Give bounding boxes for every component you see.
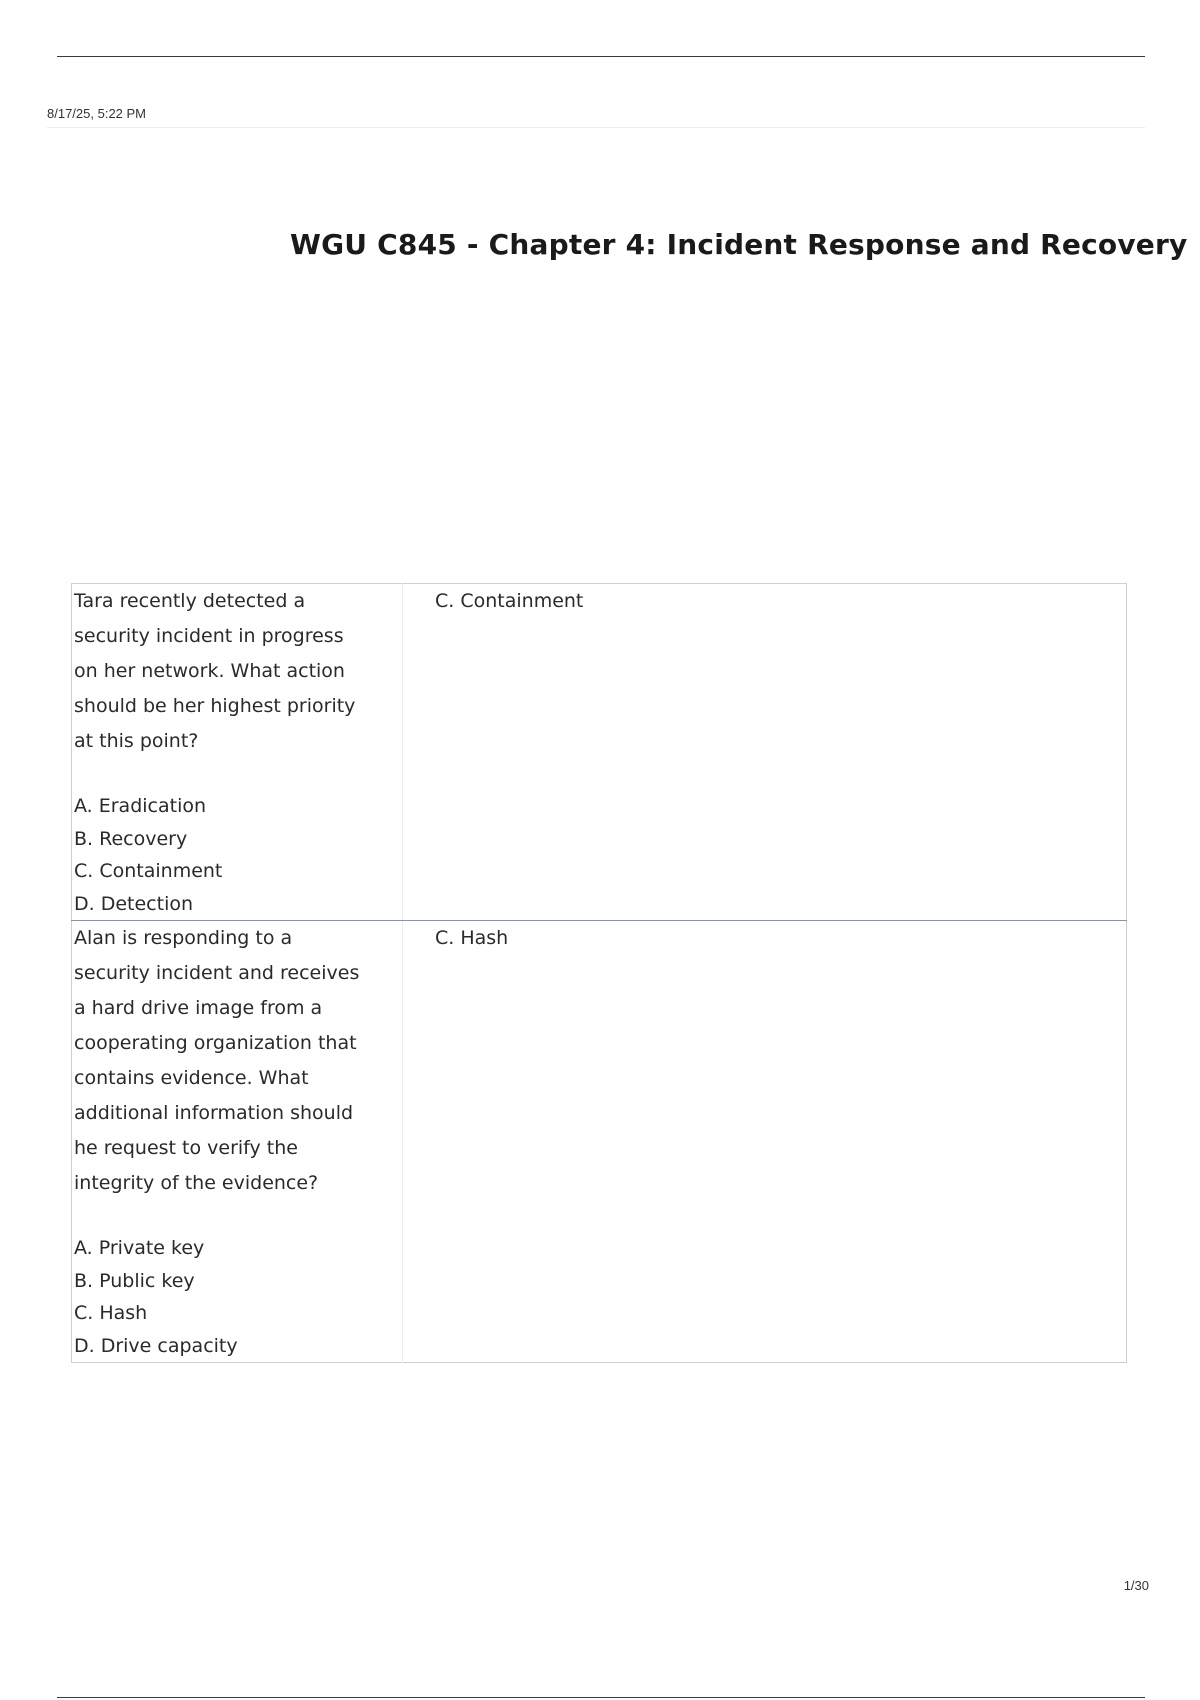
answer-cell	[403, 921, 1127, 1363]
table-row	[72, 584, 1127, 921]
option-d: D. Detection	[74, 892, 194, 915]
table-row	[72, 921, 1127, 1363]
answer-text: C. Containment	[435, 590, 584, 612]
option-c: C. Hash	[74, 1302, 148, 1324]
question-cell	[72, 584, 403, 921]
flashcard-table	[71, 583, 1127, 1363]
header-divider	[47, 127, 1145, 128]
page-number: 1/30	[1123, 1578, 1149, 1593]
answer-text: C. Hash	[435, 927, 509, 949]
page-title: WGU C845 - Chapter 4: Incident Response and Recovery	[290, 228, 1188, 261]
option-d: D. Drive capacity	[74, 1334, 238, 1357]
option-a: A. Eradication	[74, 795, 207, 817]
option-b: B. Recovery	[74, 827, 188, 850]
option-c: C. Containment	[74, 860, 223, 882]
print-timestamp: 8/17/25, 5:22 PM	[47, 106, 147, 121]
question-text: Tara recently detected a security incident in progress on her network. What action should be her highest priority at this point?	[74, 590, 356, 752]
bottom-divider	[57, 1697, 1145, 1698]
answer-cell	[403, 584, 1127, 921]
question-text: Alan is responding to a security incident and receives a hard drive image from a cooperating organization that contains evidence. What additional information should he request to verify the integrity of the evidence?	[74, 927, 360, 1194]
option-b: B. Public key	[74, 1269, 195, 1292]
option-a: A. Private key	[74, 1237, 205, 1259]
top-divider	[57, 56, 1145, 57]
question-cell	[72, 921, 403, 1363]
